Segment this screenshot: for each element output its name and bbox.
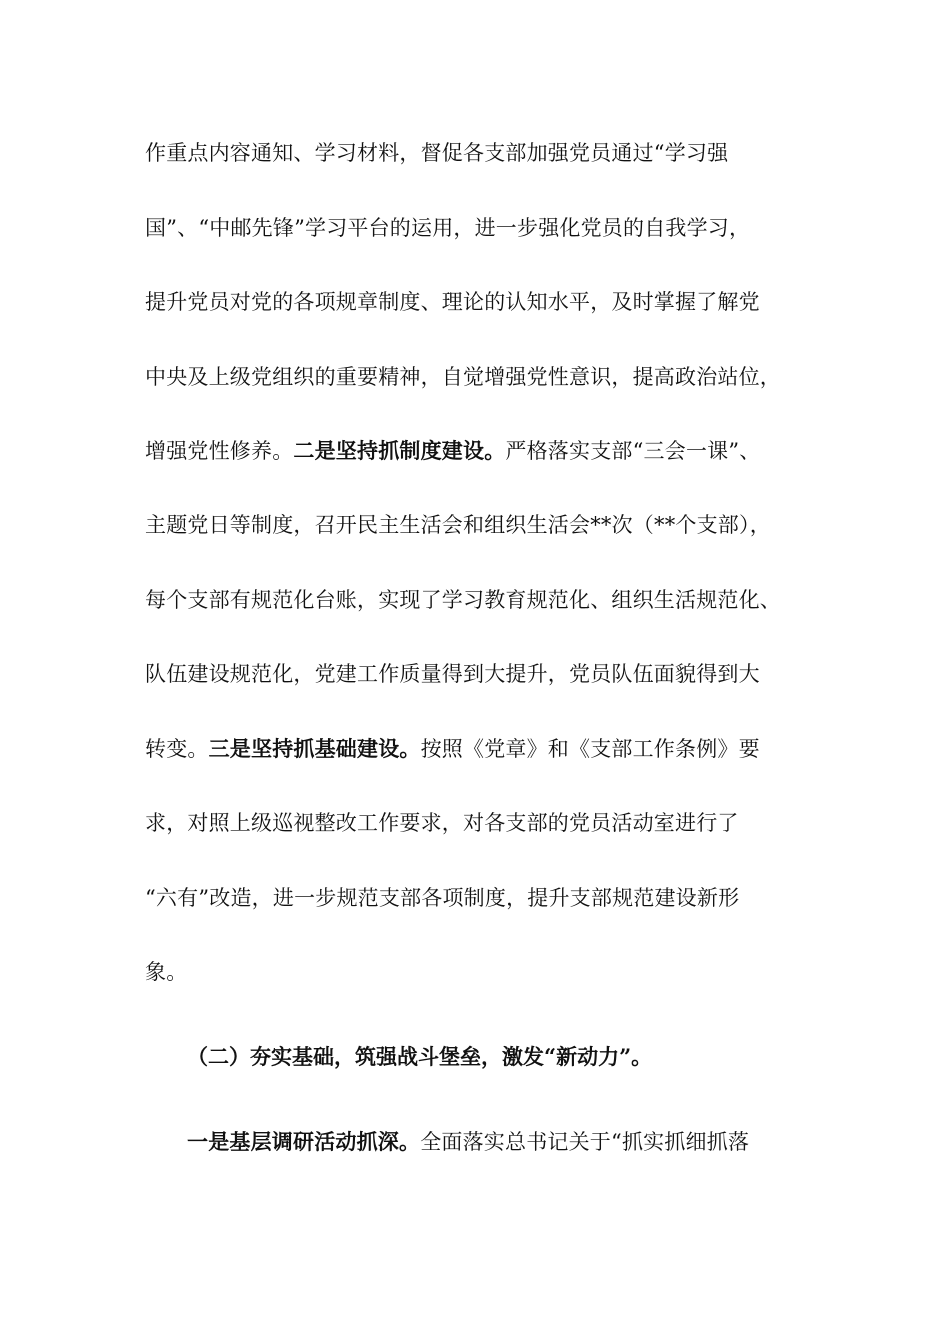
bold-lead-phrase: 三是坚持抓基础建设。 (208, 736, 421, 761)
section-heading: （二）夯实基础，筑强战斗堡垒，激发“新动力”。 (187, 1044, 653, 1069)
body-text-line: 中央及上级党组织的重要精神，自觉增强党性意识，提高政治站位， (145, 365, 781, 389)
body-text-line: 提升党员对党的各项规章制度、理论的认知水平，及时掌握了解党 (145, 290, 760, 314)
body-text-line: 作重点内容通知、学习材料，督促各支部加强党员通过“学习强 (145, 141, 729, 165)
body-text-line (145, 436, 825, 466)
body-text-line: 每个支部有规范化台账，实现了学习教育规范化、组织生活规范化、 (145, 588, 781, 612)
body-text-line: 求，对照上级巡视整改工作要求，对各支部的党员活动室进行了 (145, 811, 739, 835)
body-text-line: 国”、“中邮先锋”学习平台的运用，进一步强化党员的自我学习， (145, 216, 751, 240)
body-text-line: 象。 (145, 960, 188, 984)
body-text-segment: 转变。 (145, 737, 209, 761)
body-text-line (187, 1127, 827, 1157)
body-text-line: 主题党日等制度，召开民主生活会和组织生活会**次（**个支部）， (145, 513, 771, 537)
bold-lead-phrase: 二是坚持抓制度建设。 (293, 438, 506, 463)
bold-lead-phrase: 一是基层调研活动抓深。 (187, 1129, 421, 1154)
body-text-segment: 按照《党章》和《支部工作条例》要 (420, 737, 760, 761)
body-text-segment: 增强党性修养。 (145, 439, 294, 463)
body-text-line: “六有”改造，进一步规范支部各项制度，提升支部规范建设新形 (145, 886, 740, 910)
body-text-line (145, 734, 825, 764)
body-text-segment: 全面落实总书记关于“抓实抓细抓落 (420, 1130, 750, 1154)
body-text-segment: 严格落实支部“三会一课”、 (505, 439, 761, 463)
body-text-line: 队伍建设规范化，党建工作质量得到大提升，党员队伍面貌得到大 (145, 662, 760, 686)
